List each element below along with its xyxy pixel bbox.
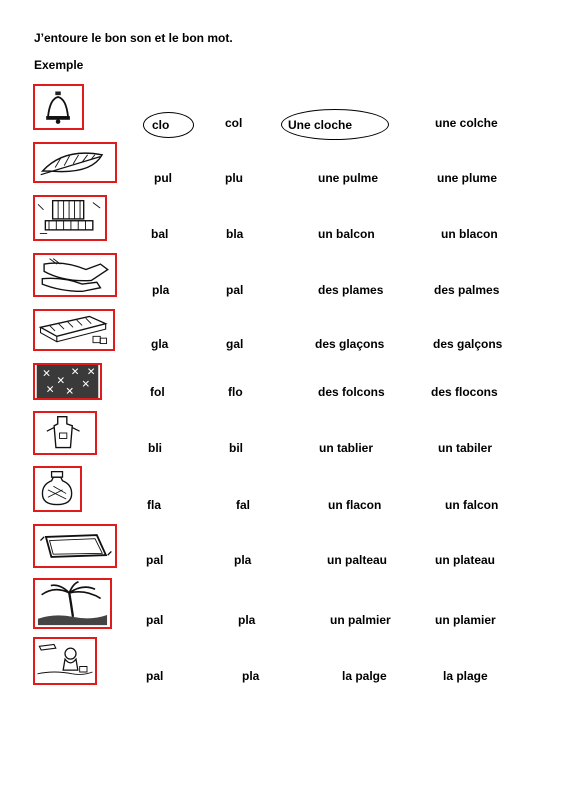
circled-mark bbox=[281, 109, 389, 140]
sound-option-2[interactable]: pla bbox=[238, 613, 256, 627]
example-row bbox=[0, 84, 565, 134]
exercise-row bbox=[0, 253, 565, 303]
sound-option-2[interactable]: pla bbox=[242, 669, 260, 683]
sound-option-1[interactable]: pal bbox=[146, 613, 164, 627]
snowflakes-icon bbox=[33, 363, 102, 400]
sound-option-2[interactable]: bla bbox=[226, 227, 244, 241]
word-option-2[interactable]: une colche bbox=[435, 116, 498, 130]
sound-option-1[interactable]: pul bbox=[154, 171, 172, 185]
tray-icon bbox=[33, 524, 117, 568]
exercise-row bbox=[0, 142, 565, 192]
word-option-2[interactable]: un plamier bbox=[435, 613, 496, 627]
exercise-row bbox=[0, 363, 565, 413]
sound-option-1[interactable]: pal bbox=[146, 553, 164, 567]
sound-option-2[interactable]: pla bbox=[234, 553, 252, 567]
word-option-2[interactable]: un blacon bbox=[441, 227, 498, 241]
word-option-1[interactable]: un palteau bbox=[327, 553, 388, 567]
word-option-1[interactable]: des plames bbox=[318, 283, 384, 297]
sound-option-2[interactable]: col bbox=[225, 116, 243, 130]
instruction-text: J’entoure le bon son et le bon mot. bbox=[34, 31, 233, 45]
sound-option-1[interactable]: fol bbox=[150, 385, 165, 399]
word-option-1[interactable]: un palmier bbox=[330, 613, 391, 627]
word-option-2[interactable]: la plage bbox=[443, 669, 488, 683]
word-option-1[interactable]: la palge bbox=[342, 669, 387, 683]
word-option-1[interactable]: des folcons bbox=[318, 385, 385, 399]
sound-option-2[interactable]: fal bbox=[236, 498, 251, 512]
exercise-row bbox=[0, 466, 565, 516]
sound-option-2[interactable]: pal bbox=[226, 283, 244, 297]
exercise-row bbox=[0, 637, 565, 687]
sound-option-1[interactable]: gla bbox=[151, 337, 169, 351]
exercise-row bbox=[0, 524, 565, 574]
beach-icon bbox=[33, 637, 97, 685]
palms-flippers-icon bbox=[33, 253, 117, 297]
word-option-2[interactable]: un tabiler bbox=[438, 441, 493, 455]
word-option-1[interactable]: une pulme bbox=[318, 171, 379, 185]
word-option-1[interactable]: un balcon bbox=[318, 227, 375, 241]
exercise-row bbox=[0, 411, 565, 461]
ice-cube-tray-icon bbox=[33, 309, 115, 351]
apron-icon bbox=[33, 411, 97, 455]
word-option-2[interactable]: des galçons bbox=[433, 337, 503, 351]
exercise-row bbox=[0, 195, 565, 245]
sound-option-2[interactable]: bil bbox=[229, 441, 243, 455]
sound-option-1[interactable]: pla bbox=[152, 283, 170, 297]
word-option-1[interactable]: un tablier bbox=[319, 441, 374, 455]
word-option-2[interactable]: une plume bbox=[437, 171, 498, 185]
word-option-1[interactable]: Une cloche bbox=[288, 118, 353, 132]
example-label: Exemple bbox=[34, 58, 84, 72]
word-option-2[interactable]: des flocons bbox=[431, 385, 498, 399]
sound-option-1[interactable]: bal bbox=[151, 227, 169, 241]
sound-option-1[interactable]: bli bbox=[148, 441, 162, 455]
sound-option-2[interactable]: gal bbox=[226, 337, 244, 351]
balcony-icon bbox=[33, 195, 107, 241]
exercise-row bbox=[0, 578, 565, 628]
exercise-row bbox=[0, 309, 565, 359]
word-option-1[interactable]: un flacon bbox=[328, 498, 382, 512]
word-option-1[interactable]: des glaçons bbox=[315, 337, 385, 351]
bell-icon bbox=[33, 84, 84, 130]
word-option-2[interactable]: un plateau bbox=[435, 553, 496, 567]
word-option-2[interactable]: un falcon bbox=[445, 498, 499, 512]
feather-icon bbox=[33, 142, 117, 183]
flask-icon bbox=[33, 466, 82, 512]
sound-option-2[interactable]: plu bbox=[225, 171, 243, 185]
sound-option-1[interactable]: pal bbox=[146, 669, 164, 683]
palm-tree-icon bbox=[33, 578, 112, 629]
sound-option-1[interactable]: fla bbox=[147, 498, 162, 512]
circled-mark bbox=[143, 112, 194, 138]
sound-option-2[interactable]: flo bbox=[228, 385, 243, 399]
word-option-2[interactable]: des palmes bbox=[434, 283, 500, 297]
sound-option-1[interactable]: clo bbox=[152, 118, 170, 132]
